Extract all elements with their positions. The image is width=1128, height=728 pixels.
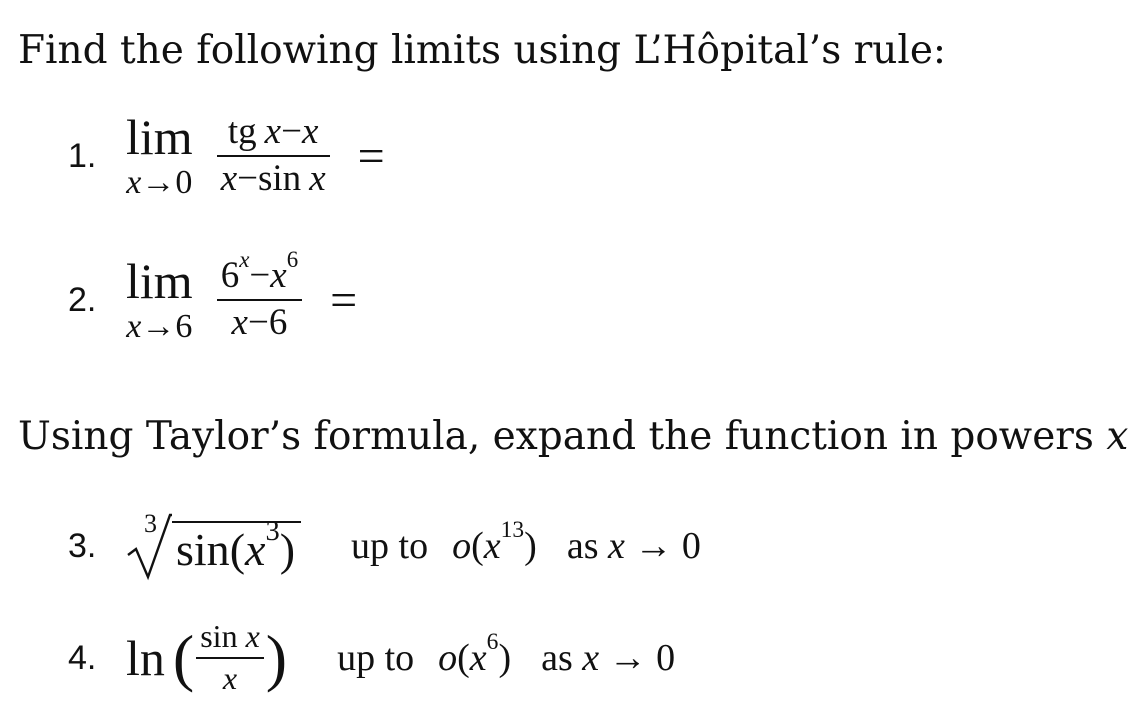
little-o: o (438, 637, 458, 679)
paren-close: ) (279, 524, 296, 575)
as-var: x (582, 637, 600, 679)
up-to-text: up to (351, 525, 429, 567)
heading-limits: Find the following limits using L’Hôpital’s rule: (18, 28, 947, 73)
denominator (219, 662, 241, 696)
as-target: 0 (656, 637, 676, 679)
den-const: 6 (268, 302, 288, 343)
order-term: $o(x^{13})$ (452, 517, 537, 567)
sin-fn: sin (176, 524, 230, 575)
up-to-text: up to (337, 637, 415, 679)
sin-fn: sin (200, 618, 238, 655)
as-word: as (566, 525, 599, 567)
fraction-bar (217, 155, 330, 157)
den-var: x (220, 158, 238, 199)
exponent: x (239, 246, 250, 272)
problem-number: 1. (68, 136, 97, 175)
denominator (217, 160, 330, 199)
root-index: 3 (144, 509, 157, 538)
problem-4 (68, 598, 675, 718)
lim-target: 0 (175, 164, 193, 201)
as-clause (567, 524, 701, 568)
limit-operator (126, 253, 193, 345)
base: 6 (220, 255, 240, 297)
num-var: x (301, 111, 319, 153)
order-power: 6 (486, 629, 499, 656)
minus: − (247, 302, 269, 343)
numerator (224, 113, 323, 152)
num-var: x (245, 618, 260, 655)
den-var: x (222, 660, 238, 696)
denominator (228, 304, 292, 343)
fraction (217, 246, 302, 343)
den-var: x (231, 302, 248, 343)
problem-2 (68, 240, 357, 360)
problem-number: 2. (68, 280, 97, 319)
lim-var: x (126, 164, 142, 201)
cube-root (126, 511, 301, 581)
var: x (245, 524, 266, 575)
fraction (217, 113, 330, 199)
equals-sign: = (357, 129, 385, 183)
fraction (196, 620, 264, 695)
minus: − (281, 111, 302, 153)
power: 6 (286, 246, 299, 272)
num-var: x (264, 111, 282, 153)
arrow: → (608, 637, 647, 679)
order-term: $o(x^6)$ (438, 629, 512, 679)
numerator (217, 246, 302, 297)
tg-fn: tg (227, 111, 257, 153)
order-var: x (469, 637, 487, 679)
as-clause (541, 636, 675, 680)
lim-word: lim (126, 109, 193, 165)
power: 3 (265, 516, 280, 548)
equals-sign: = (330, 273, 358, 327)
order-power: 13 (500, 517, 525, 544)
heading-var: x (1106, 414, 1128, 459)
heading-taylor (18, 414, 1128, 459)
lim-arrow: → (141, 308, 176, 345)
paren-open: ( (229, 524, 246, 575)
limit-operator (126, 109, 193, 201)
paren-open: ( (172, 622, 195, 693)
ln-fn: ln (126, 630, 165, 686)
den-var: x (309, 158, 326, 199)
lim-target: 6 (175, 308, 193, 345)
heading-text: Using Taylor’s formula, expand the function in powers (18, 414, 1107, 459)
lim-subscript (126, 310, 192, 344)
lim-subscript (126, 166, 192, 200)
sin-fn: sin (258, 158, 302, 199)
lim-word: lim (126, 253, 193, 309)
little-o: o (452, 525, 472, 567)
num-var: x (270, 255, 287, 297)
problem-3 (68, 486, 701, 606)
as-target: 0 (681, 525, 701, 567)
fraction-bar (217, 299, 302, 301)
radicand (172, 516, 301, 575)
as-var: x (607, 525, 625, 567)
minus: − (249, 255, 271, 297)
minus: − (237, 158, 258, 199)
lim-var: x (126, 308, 142, 345)
problem-number: 3. (68, 526, 97, 565)
lim-arrow: → (141, 164, 176, 201)
numerator (196, 620, 264, 654)
as-word: as (541, 637, 573, 679)
problem-number: 4. (68, 638, 97, 677)
fraction-bar (196, 657, 264, 659)
order-var: x (483, 525, 501, 567)
paren-close: ) (265, 622, 288, 693)
arrow: → (634, 525, 673, 567)
problem-1 (68, 96, 385, 216)
